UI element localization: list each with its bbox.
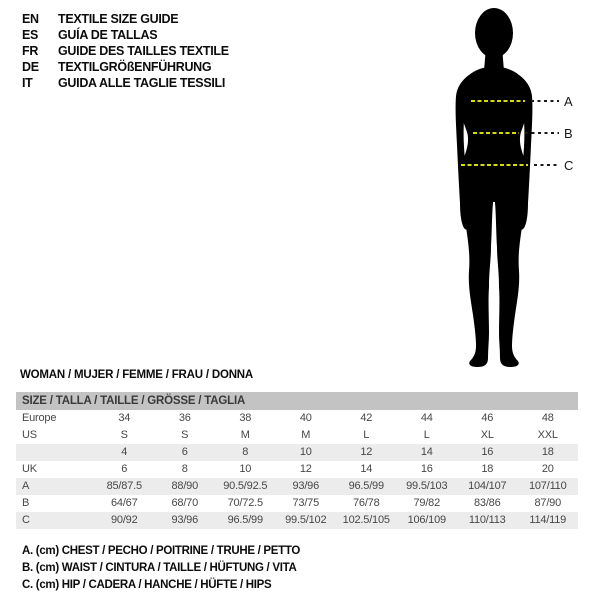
- size-table: [16, 392, 578, 529]
- table-row-us-letter: [16, 427, 578, 444]
- table-cell: 46: [481, 412, 494, 424]
- table-cell: 114/119: [529, 514, 567, 526]
- lang-code: DE: [22, 60, 39, 74]
- table-cell: 4: [121, 446, 128, 458]
- silhouette-svg: [435, 5, 600, 370]
- table-cell: M: [240, 429, 250, 441]
- lang-row-es: [22, 27, 229, 43]
- table-cell: 70/72.5: [227, 497, 263, 509]
- table-row-hip: [16, 512, 578, 529]
- table-cell: 79/82: [413, 497, 441, 509]
- table-cell: 88/90: [171, 480, 199, 492]
- label-A: A: [564, 94, 573, 109]
- measurement-labels: [564, 94, 573, 173]
- table-cell: 96.5/99: [227, 514, 263, 526]
- table-cell: 106/109: [407, 514, 446, 526]
- lang-label: GUIDE DES TAILLES TEXTILE: [58, 44, 229, 58]
- table-cell: 40: [299, 412, 312, 424]
- table-cell: 48: [541, 412, 554, 424]
- table-cell: 44: [420, 412, 433, 424]
- lang-code: FR: [22, 44, 39, 58]
- table-cell: S: [120, 429, 128, 441]
- table-cell: 90/92: [110, 514, 138, 526]
- lang-label: TEXTILGRÖßENFÜHRUNG: [58, 60, 212, 74]
- table-cell: 6: [181, 446, 188, 458]
- table-cell: 107/110: [528, 480, 567, 492]
- table-cell: 68/70: [171, 497, 199, 509]
- row-label: Europe: [22, 412, 57, 424]
- table-cell: 6: [121, 463, 128, 475]
- table-cell: 14: [360, 463, 373, 475]
- legend-hip: C. (cm) HIP / CADERA / HANCHE / HÜFTE / HIPS: [22, 579, 272, 591]
- table-cell: 110/113: [468, 514, 506, 526]
- lang-label: GUIDA ALLE TAGLIE TESSILI: [58, 76, 226, 90]
- lang-label: TEXTILE SIZE GUIDE: [58, 12, 179, 26]
- table-cell: S: [181, 429, 189, 441]
- table-cell: 10: [239, 463, 252, 475]
- table-cell: L: [363, 429, 370, 441]
- table-cell: 99.5/103: [406, 480, 448, 492]
- table-row-uk: [16, 461, 578, 478]
- lang-code: EN: [22, 12, 39, 26]
- table-cell: 99.5/102: [285, 514, 327, 526]
- table-cell: 83/86: [473, 497, 501, 509]
- lang-code: ES: [22, 28, 39, 42]
- table-cell: L: [423, 429, 430, 441]
- table-cell: XXL: [537, 429, 558, 441]
- table-cell: M: [301, 429, 311, 441]
- table-cell: 14: [420, 446, 433, 458]
- table-cell: 8: [181, 463, 188, 475]
- label-C: C: [564, 158, 574, 173]
- measurement-legend: [22, 543, 300, 594]
- table-cell: 96.5/99: [348, 480, 384, 492]
- table-cell: 93/96: [292, 480, 320, 492]
- table-cell: 20: [541, 463, 554, 475]
- table-header: SIZE / TALLA / TAILLE / GRÖSSE / TAGLIA: [16, 392, 578, 410]
- legend-chest: A. (cm) CHEST / PECHO / POITRINE / TRUHE / PETTO: [22, 545, 301, 557]
- table-cell: 104/107: [468, 480, 507, 492]
- table-cell: 73/75: [292, 497, 320, 509]
- row-label: UK: [22, 463, 37, 475]
- table-row-chest: [16, 478, 578, 495]
- lang-row-de: [22, 59, 229, 75]
- table-cell: 38: [239, 412, 252, 424]
- woman-silhouette-figure: [435, 5, 600, 370]
- label-B: B: [564, 126, 573, 141]
- row-label: C: [22, 514, 30, 526]
- row-label: US: [22, 429, 37, 441]
- woman-silhouette: [456, 8, 533, 367]
- table-cell: 90.5/92.5: [223, 480, 268, 492]
- table-cell: 76/78: [352, 497, 380, 509]
- table-row-us-numeric: [16, 444, 578, 461]
- table-cell: 36: [178, 412, 191, 424]
- lang-row-fr: [22, 43, 229, 59]
- table-cell: 93/96: [171, 514, 199, 526]
- table-cell: 64/67: [110, 497, 138, 509]
- table-cell: 42: [360, 412, 373, 424]
- table-cell: 87/90: [534, 497, 562, 509]
- table-row-waist: [16, 495, 578, 512]
- language-title-list: [22, 11, 229, 91]
- row-label: B: [22, 497, 30, 509]
- legend-waist: B. (cm) WAIST / CINTURA / TAILLE / HÜFTUNG / VITA: [22, 562, 297, 574]
- table-cell: 12: [360, 446, 373, 458]
- table-cell: 16: [481, 446, 494, 458]
- table-cell: 18: [541, 446, 554, 458]
- table-cell: 18: [481, 463, 494, 475]
- group-title: WOMAN / MUJER / FEMME / FRAU / DONNA: [20, 369, 254, 381]
- table-cell: 85/87.5: [106, 480, 142, 492]
- row-label: [16, 444, 94, 461]
- lang-code: IT: [22, 76, 33, 90]
- row-label: A: [22, 480, 30, 492]
- table-cell: 8: [242, 446, 249, 458]
- table-cell: 12: [299, 463, 312, 475]
- table-cell: 10: [299, 446, 312, 458]
- table-cell: XL: [480, 429, 494, 441]
- table-row-europe: [16, 410, 578, 427]
- table-cell: 34: [118, 412, 131, 424]
- lang-row-en: [22, 11, 229, 27]
- table-cell: 16: [420, 463, 433, 475]
- lang-row-it: [22, 75, 229, 91]
- lang-label: GUÍA DE TALLAS: [58, 28, 158, 42]
- table-cell: 102.5/105: [342, 514, 390, 526]
